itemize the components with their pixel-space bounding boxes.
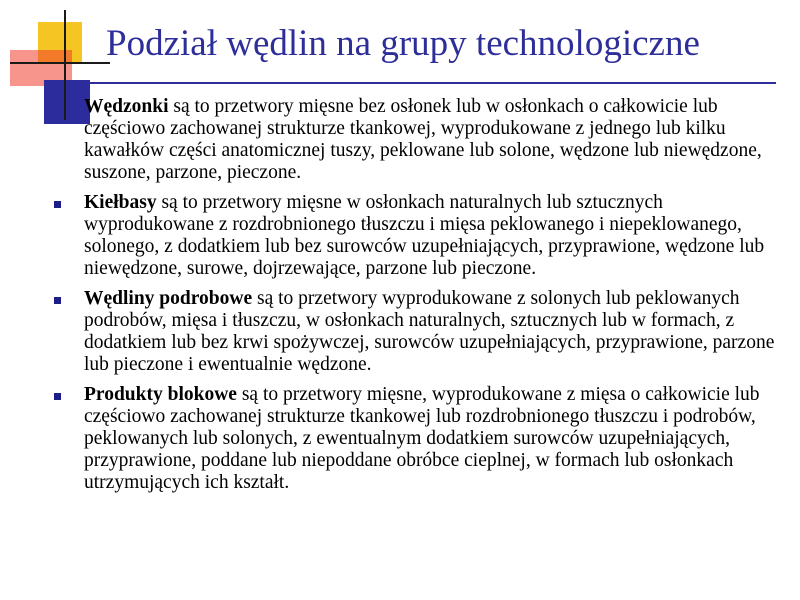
slide-title: Podział wędlin na grupy technologiczne: [106, 23, 700, 64]
list-item-wedzonki: [50, 96, 780, 184]
list-item-produkty-blokowe: [50, 384, 780, 494]
ornament-horizontal-line: [10, 62, 110, 64]
definition-text: są to przetwory mięsne bez osłonek lub w osłonkach o całkowicie lub częściowo zachowanej strukturze tkankowej, wyprodukowane z jednego lub kilku kawałków części anatomicznej tuszy, peklowane lub solone, wędzone lub niewędzone, suszone, parzone, pieczone.: [84, 96, 762, 183]
bullet-icon: [54, 393, 61, 400]
title-underline: [86, 82, 776, 84]
list-item-wedliny-podrobowe: [50, 288, 780, 376]
term: Wędliny podrobowe: [84, 288, 253, 309]
term: Wędzonki: [84, 96, 169, 117]
definition-text: są to przetwory mięsne w osłonkach naturalnych lub sztucznych wyprodukowane z rozdrobnionego tłuszczu i mięsa peklowanego i niepeklowanego, solonego, z dodatkiem lub bez surowców uzupełniających, przyprawione, wędzone lub niewędzone, surowe, dojrzewające, parzone lub pieczone.: [84, 192, 765, 279]
definition-text: są to przetwory wyprodukowane z solonych lub peklowanych podrobów, mięsa i tłuszczu, w osłonkach naturalnych, sztucznych lub w formach, z dodatkiem lub bez krwi spożywczej, surowców uzupełniających, przyprawione, parzone lub pieczone i ewentualnie wędzone.: [84, 288, 775, 375]
definition-list: [50, 96, 780, 502]
term: Kiełbasy: [84, 192, 157, 213]
term: Produkty blokowe: [84, 384, 237, 405]
bullet-icon: [54, 297, 61, 304]
definition-text: są to przetwory mięsne, wyprodukowane z mięsa o całkowicie lub częściowo zachowanej strukturze tkankowej lub rozdrobnionego tłuszczu i podrobów, peklowanych lub solonych, z ewentualnym dodatkiem surowców uzupełniających, przyprawione, poddane lub niepoddane obróbce cieplnej, w formach lub osłonkach utrzymujących ich kształt.: [84, 384, 760, 493]
bullet-icon: [54, 105, 61, 112]
list-item-kielbasy: [50, 192, 780, 280]
bullet-icon: [54, 201, 61, 208]
